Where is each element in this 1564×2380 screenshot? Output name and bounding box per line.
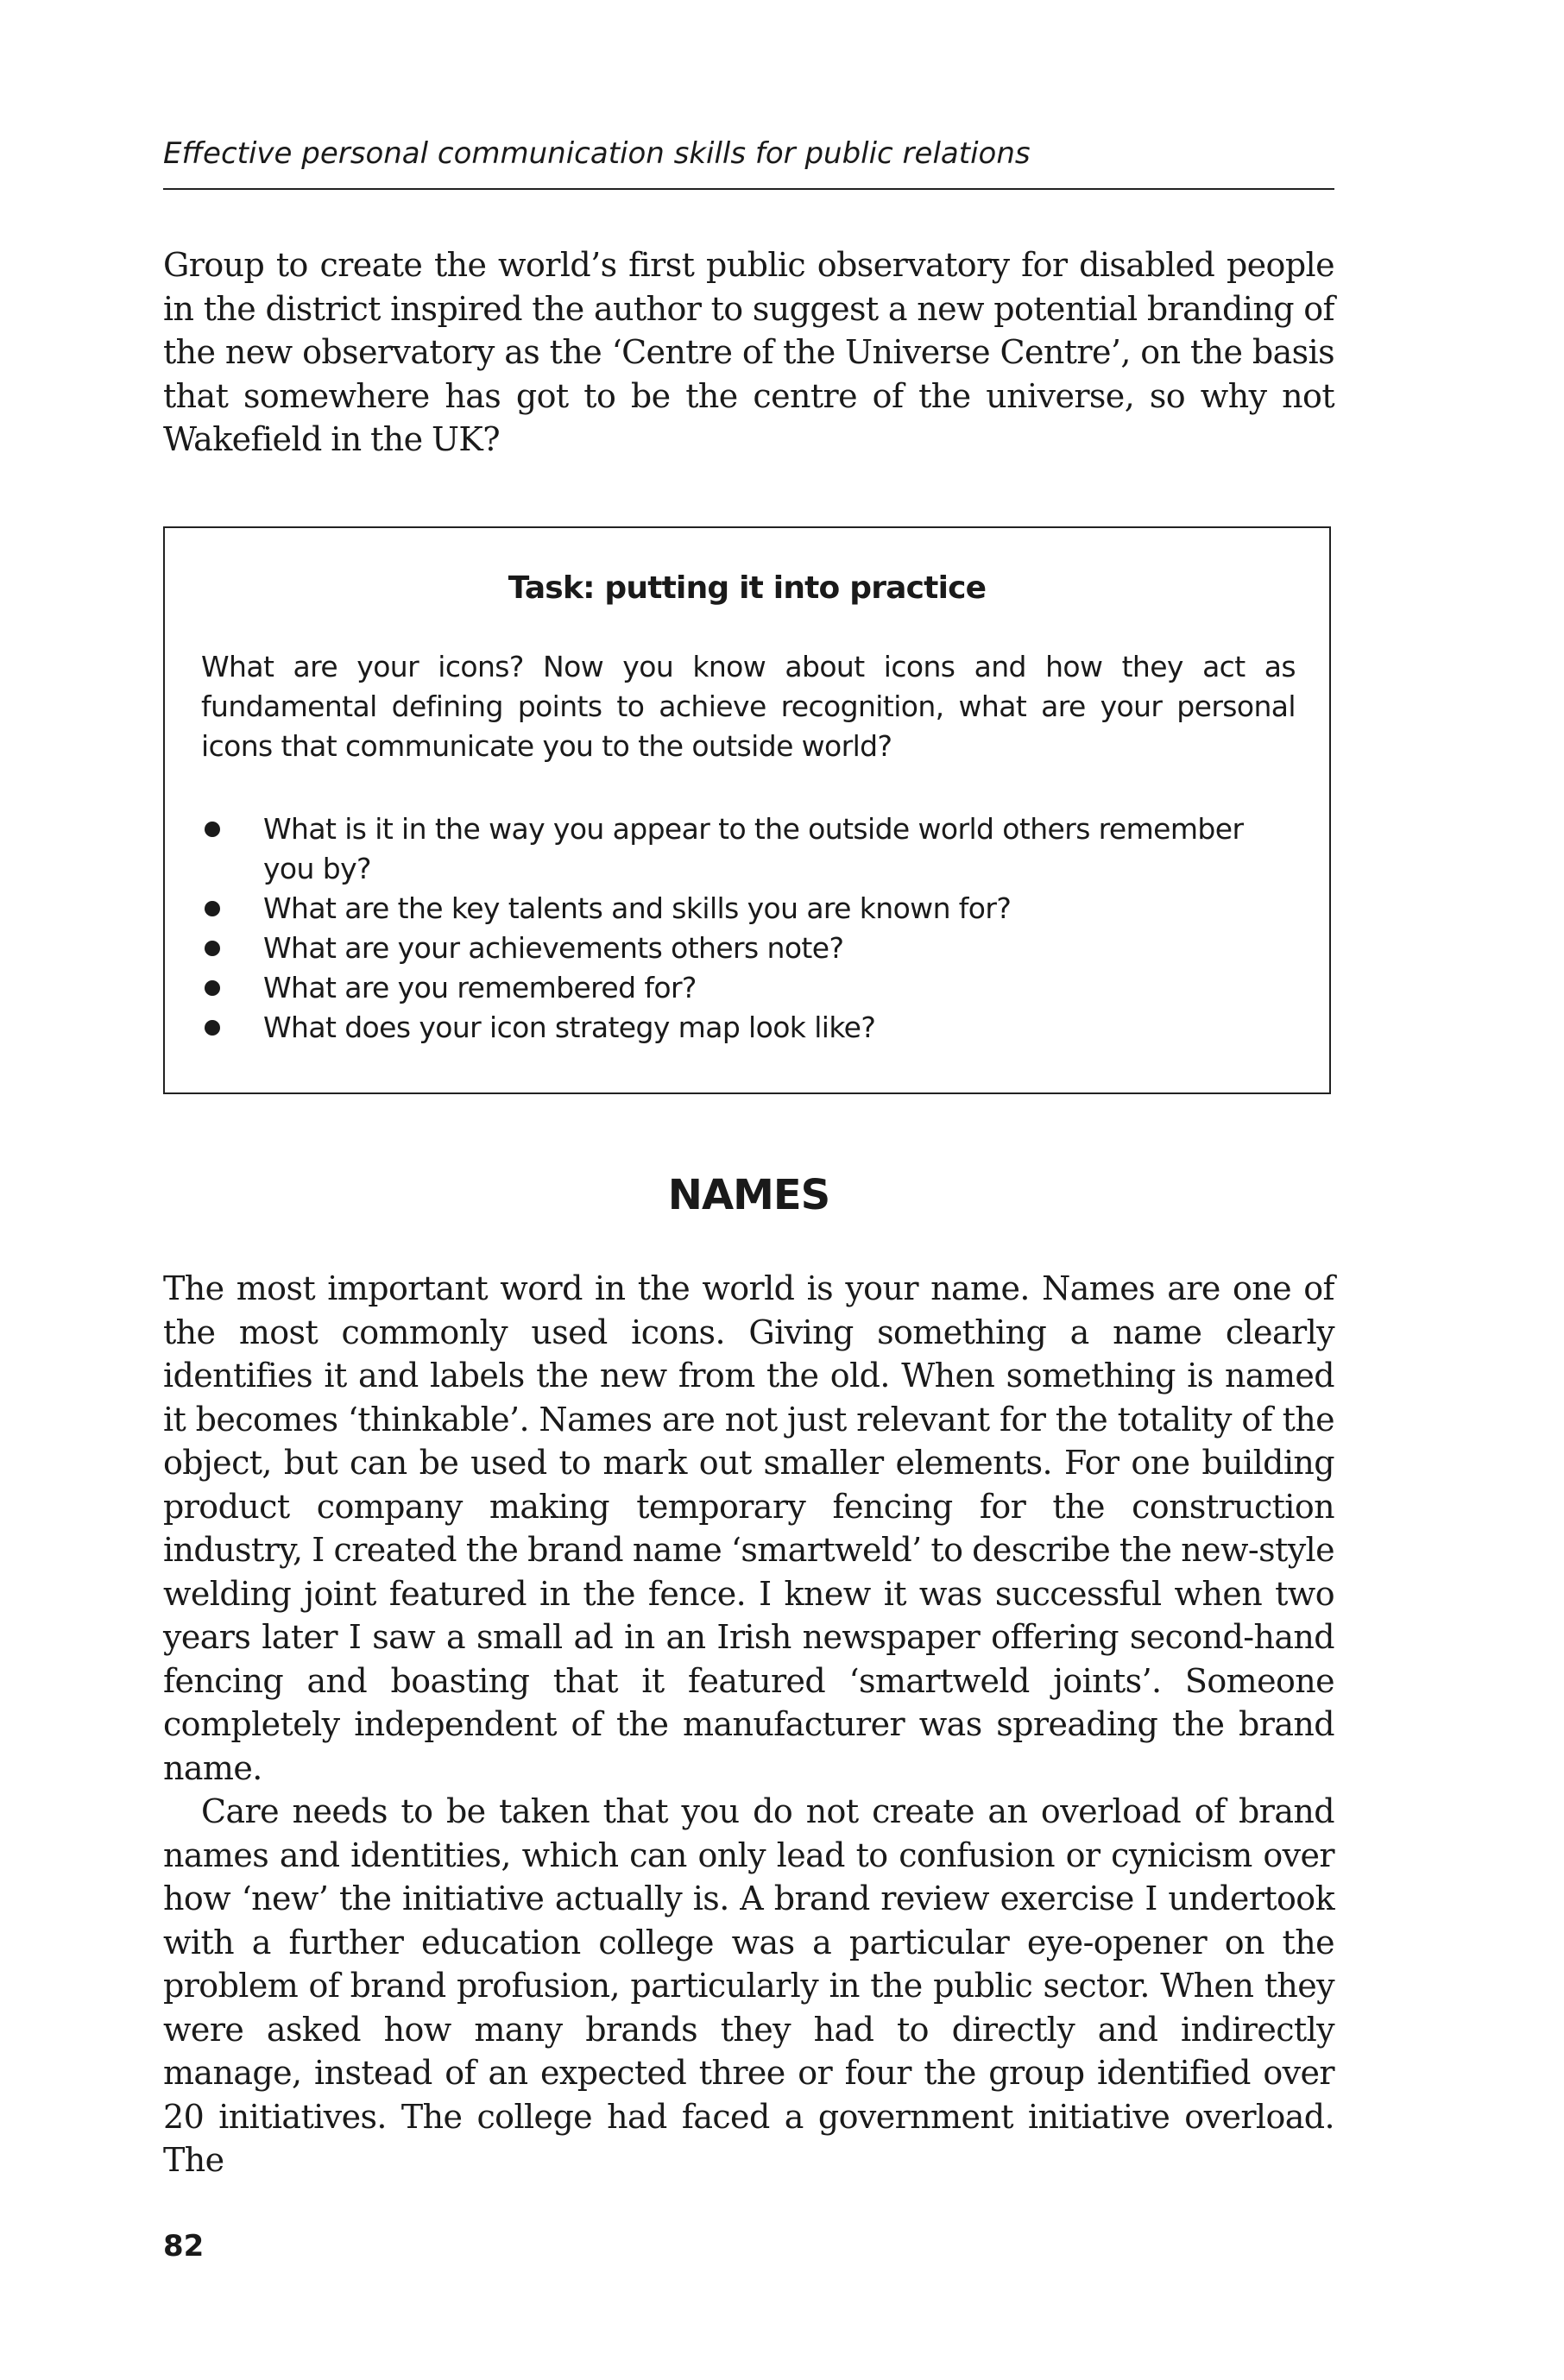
section-heading: NAMES xyxy=(667,1171,830,1219)
task-question-list xyxy=(201,809,1296,1048)
body-paragraph: Care needs to be taken that you do not create an overload of brand names and identities, which can only lead to confusion or cynicism over how ‘new’ the initiative actually is. A brand review exercise I undertook with a further education college was a particular eye-opener on the problem of brand profusion, particularly in the public sector. When they were asked how many brands they had to directly and indirectly manage, instead of an expected three or four the group identified over 20 initiatives. The college had faced a government initiative overload. The xyxy=(163,1792,1334,2179)
body-paragraph: The most important word in the world is your name. Names are one of the most commonly used icons. Giving something a name clearly identifies it and labels the new from the old. When something is named it becomes ‘thinkable’. Names are not just relevant for the totality of the object, but can be used to mark out smaller elements. For one building product company making temporary fencing for the construction industry, I created the brand name ‘smartweld’ to describe the new-style welding joint featured in the fence. I knew it was successful when two years later I saw a small ad in an Irish newspaper offering second-hand fencing and boasting that it featured ‘smartweld joints’. Someone completely independent of the manufacturer was spreading the brand name. xyxy=(163,1269,1334,1787)
task-box-title: Task: putting it into practice xyxy=(508,570,987,606)
header-rule xyxy=(163,188,1334,190)
section-body xyxy=(163,1267,1334,2182)
list-item-text: What are the key talents and skills you are known for? xyxy=(263,891,1012,925)
book-page xyxy=(163,0,1334,2380)
bullet-icon xyxy=(205,1020,220,1036)
list-item-text: What is it in the way you appear to the outside world others remember you by? xyxy=(263,812,1244,885)
list-item xyxy=(201,809,1296,889)
page-number: 82 xyxy=(163,2229,205,2264)
bullet-icon xyxy=(205,901,220,916)
task-box xyxy=(163,526,1331,1094)
bullet-icon xyxy=(205,980,220,996)
list-item xyxy=(201,1008,1296,1048)
list-item xyxy=(201,929,1296,968)
list-item xyxy=(201,968,1296,1008)
list-item-text: What does your icon strategy map look like? xyxy=(263,1011,876,1044)
list-item xyxy=(201,889,1296,929)
task-box-intro: What are your icons? Now you know about icons and how they act as fundamental defining points to achieve recognition, what are your personal icons that communicate you to the outside world? xyxy=(201,650,1296,763)
running-head: Effective personal communication skills for public relations xyxy=(163,136,1031,171)
bullet-icon xyxy=(205,822,220,837)
bullet-icon xyxy=(205,941,220,956)
intro-paragraph: Group to create the world’s first public observatory for disabled people in the district inspired the author to suggest a new potential branding of the new observatory as the ‘Centre of the Universe Centre’, on the basis that somewhere has got to be the centre of the universe, so why not Wakefield in the UK? xyxy=(163,246,1334,458)
list-item-text: What are you remembered for? xyxy=(263,971,697,1004)
list-item-text: What are your achievements others note? xyxy=(263,931,844,965)
